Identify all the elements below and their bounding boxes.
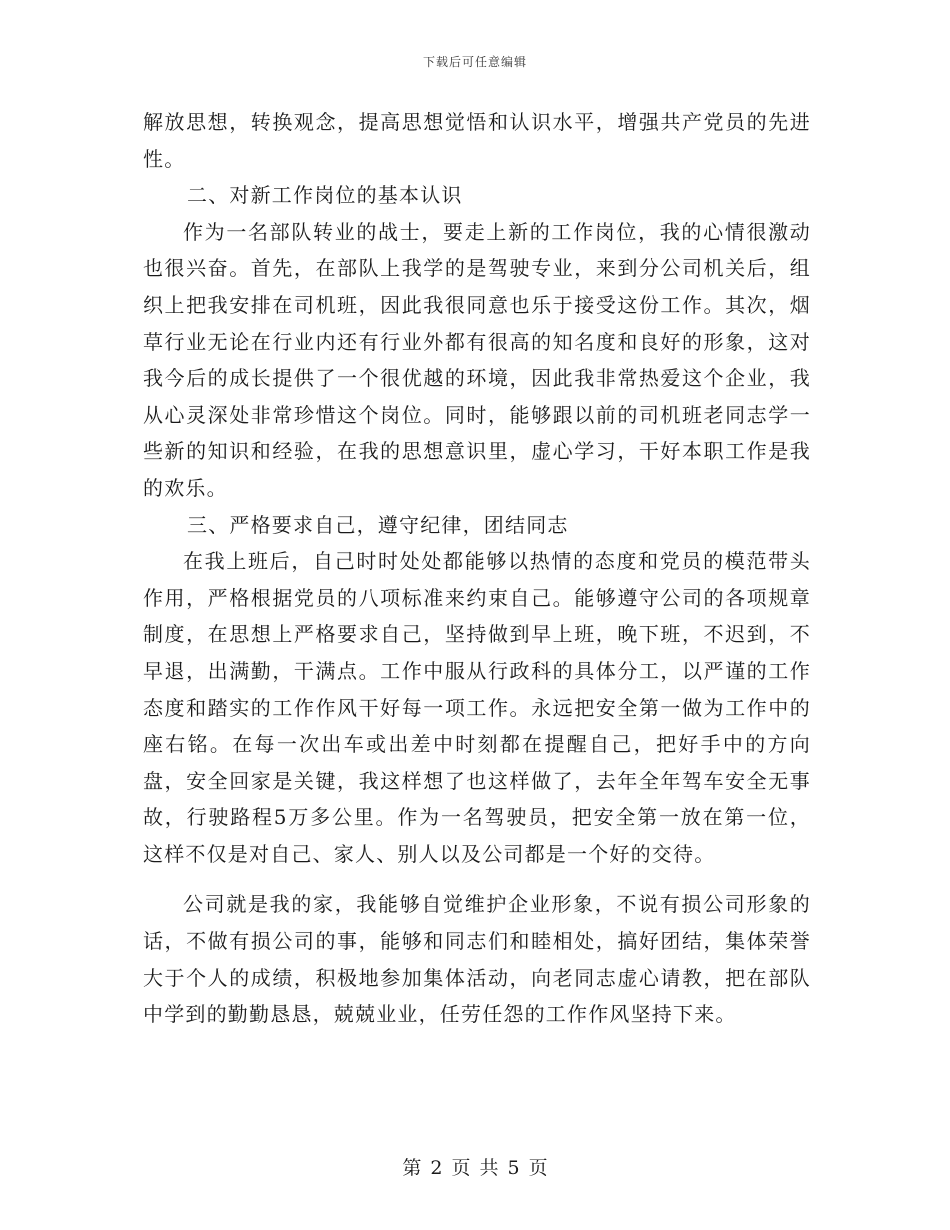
section-heading-3: 三、严格要求自己，遵守纪律，团结同志 — [187, 512, 569, 537]
document-body — [143, 104, 811, 1033]
header-note: 下载后可任意编辑 — [422, 55, 527, 69]
page-number: 第 2 页 共 5 页 — [402, 1157, 548, 1179]
paragraph-new-position: 作为一名部队转业的战士，要走上新的工作岗位，我的心情很激动也很兴奋。首先，在部队上我学的是驾驶专业，来到分公司机关后，组织上把我安排在司机班，因此我很同意也乐于接受这份工作。其次，烟草行业无论在行业内还有行业外都有很高的知名度和良好的形象，这对我今后的成长提供了一个很优越的环境，因此我非常热爱这个企业，我从心灵深处非常珍惜这个岗位。同时，能够跟以前的司机班老同志学一些新的知识和经验，在我的思想意识里，虚心学习，干好本职工作是我的欢乐。 — [143, 219, 811, 500]
section-heading-2: 二、对新工作岗位的基本认识 — [187, 183, 463, 208]
paragraph-continuation: 解放思想，转换观念，提高思想觉悟和认识水平，增强共产党员的先进性。 — [143, 110, 811, 171]
paragraph-company-home: 公司就是我的家，我能够自觉维护企业形象，不说有损公司形象的话，不做有损公司的事，能够和同志们和睦相处，搞好团结，集体荣誉大于个人的成绩，积极地参加集体活动，向老同志虚心请教，把在部队中学到的勤勤恳恳，兢兢业业，任劳任怨的工作作风坚持下来。 — [143, 892, 811, 1027]
paragraph-discipline: 在我上班后，自己时时处处都能够以热情的态度和党员的模范带头作用，严格根据党员的八项标准来约束自己。能够遵守公司的各项规章制度，在思想上严格要求自己，坚持做到早上班，晚下班，不迟到，不早退，出满勤，干满点。工作中服从行政科的具体分工，以严谨的工作态度和踏实的工作作风干好每一项工作。永远把安全第一做为工作中的座右铭。在每一次出车或出差中时刻都在提醒自己，把好手中的方向盘，安全回家是关键，我这样想了也这样做了，去年全年驾车安全无事故，行驶路程5万多公里。作为一名驾驶员，把安全第一放在第一位，这样不仅是对自己、家人、别人以及公司都是一个好的交待。 — [143, 549, 811, 866]
